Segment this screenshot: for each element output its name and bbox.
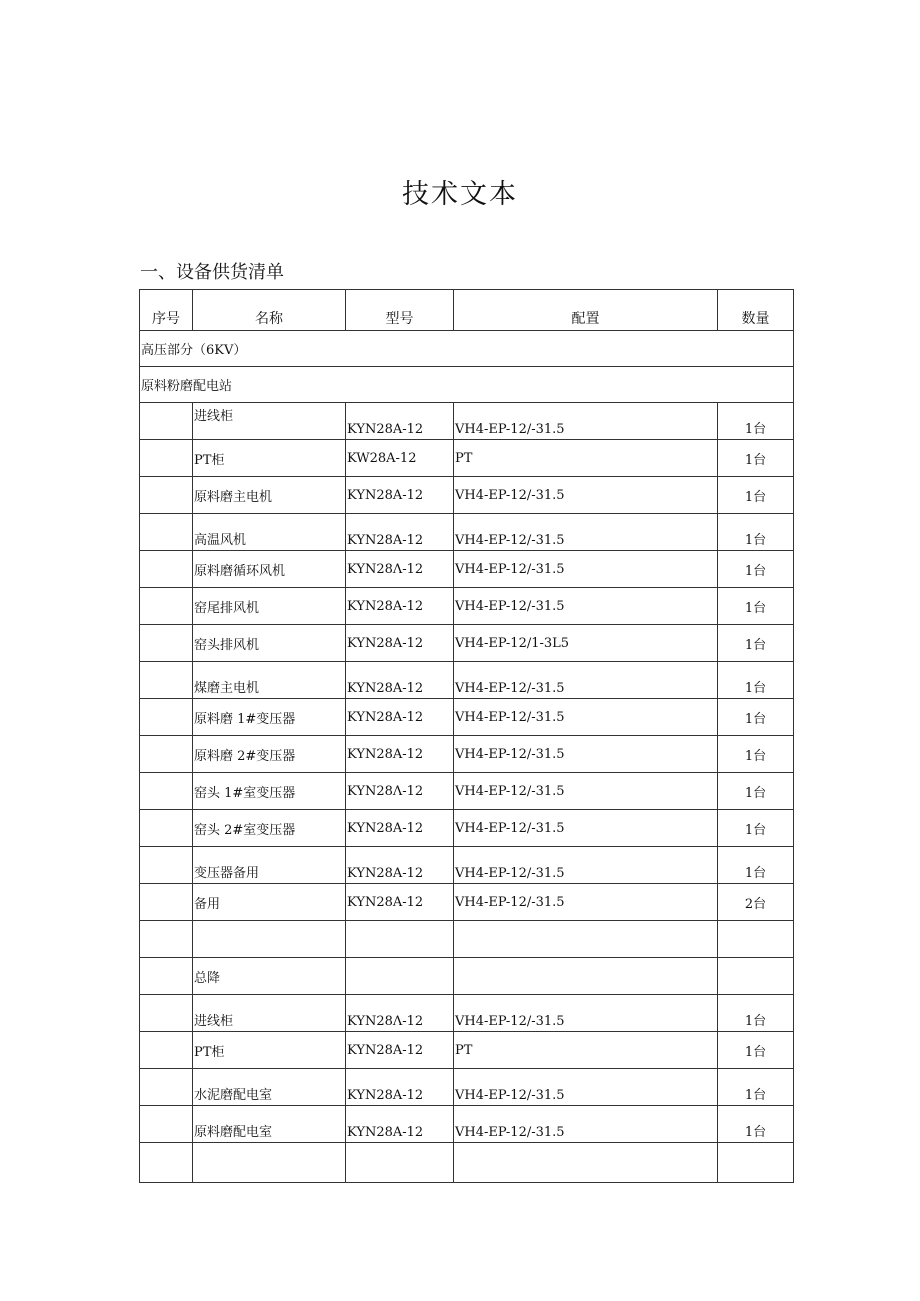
header-config: 配置	[454, 290, 718, 331]
index-cell	[140, 1106, 193, 1143]
config-cell: VH4-EP-12/-31.5	[454, 403, 718, 440]
quantity-cell: 1台	[718, 810, 794, 847]
model-cell	[346, 958, 454, 995]
index-cell	[140, 884, 193, 921]
config-cell: VH4-EP-12/-31.5	[454, 477, 718, 514]
table-row	[140, 810, 794, 847]
quantity-cell	[718, 1143, 794, 1183]
group-label-station: 原料粉磨配电站	[140, 367, 794, 403]
model-cell: KYN28A-12	[346, 884, 454, 921]
index-cell	[140, 477, 193, 514]
quantity-cell: 1台	[718, 440, 794, 477]
index-cell	[140, 847, 193, 884]
name-cell	[193, 1143, 346, 1183]
index-cell	[140, 921, 193, 958]
model-cell	[346, 921, 454, 958]
table-row	[140, 1069, 794, 1106]
index-cell	[140, 995, 193, 1032]
table-header-row	[140, 290, 794, 331]
table-row	[140, 403, 794, 440]
model-cell: KW28A-12	[346, 440, 454, 477]
table-row	[140, 551, 794, 588]
name-cell: 原料磨循环风机	[193, 551, 346, 588]
config-cell: VH4-EP-12/-31.5	[454, 847, 718, 884]
index-cell	[140, 514, 193, 551]
model-cell	[346, 1143, 454, 1183]
config-cell: VH4-EP-12/1-3L5	[454, 625, 718, 662]
section-heading: 一、设备供货清单	[140, 262, 284, 283]
name-cell: 进线柜	[193, 995, 346, 1032]
model-cell: KYN28A-12	[346, 847, 454, 884]
quantity-cell: 1台	[718, 995, 794, 1032]
model-cell: KYN28A-12	[346, 477, 454, 514]
config-cell: VH4-EP-12/-31.5	[454, 662, 718, 699]
config-cell	[454, 1143, 718, 1183]
index-cell	[140, 662, 193, 699]
table-row	[140, 588, 794, 625]
table-row	[140, 1143, 794, 1183]
config-cell: PT	[454, 1032, 718, 1069]
name-cell: 窑头 2#室变压器	[193, 810, 346, 847]
config-cell: VH4-EP-12/-31.5	[454, 551, 718, 588]
config-cell: VH4-EP-12/-31.5	[454, 773, 718, 810]
index-cell	[140, 1143, 193, 1183]
index-cell	[140, 551, 193, 588]
name-cell: 窑尾排风机	[193, 588, 346, 625]
quantity-cell: 1台	[718, 736, 794, 773]
name-cell: 高温风机	[193, 514, 346, 551]
index-cell	[140, 699, 193, 736]
model-cell: KYN28Λ-12	[346, 551, 454, 588]
model-cell: KYN28Λ-12	[346, 773, 454, 810]
table-row	[140, 662, 794, 699]
quantity-cell: 1台	[718, 477, 794, 514]
header-name: 名称	[193, 290, 346, 331]
equipment-table	[139, 289, 794, 1183]
index-cell	[140, 625, 193, 662]
model-cell: KYN28A-12	[346, 810, 454, 847]
table-row	[140, 477, 794, 514]
name-cell: PT柜	[193, 440, 346, 477]
model-cell: KYN28A-12	[346, 588, 454, 625]
quantity-cell	[718, 958, 794, 995]
config-cell: VH4-EP-12/-31.5	[454, 1069, 718, 1106]
quantity-cell	[718, 921, 794, 958]
quantity-cell: 1台	[718, 403, 794, 440]
quantity-cell: 1台	[718, 1106, 794, 1143]
table-row	[140, 1032, 794, 1069]
table-row	[140, 1106, 794, 1143]
model-cell: KYN28A-12	[346, 1069, 454, 1106]
table-row	[140, 440, 794, 477]
quantity-cell: 1台	[718, 1032, 794, 1069]
name-cell: 备用	[193, 884, 346, 921]
group-row	[140, 367, 794, 403]
quantity-cell: 1台	[718, 588, 794, 625]
table-row	[140, 625, 794, 662]
config-cell: PT	[454, 440, 718, 477]
index-cell	[140, 440, 193, 477]
config-cell: VH4-EP-12/-31.5	[454, 995, 718, 1032]
header-model: 型号	[346, 290, 454, 331]
table-row	[140, 884, 794, 921]
quantity-cell: 1台	[718, 551, 794, 588]
table-row	[140, 995, 794, 1032]
name-cell: PT柜	[193, 1032, 346, 1069]
header-quantity: 数量	[718, 290, 794, 331]
name-cell: 原料磨主电机	[193, 477, 346, 514]
config-cell: VH4-EP-12/-31.5	[454, 514, 718, 551]
model-cell: KYN28A-12	[346, 1032, 454, 1069]
index-cell	[140, 403, 193, 440]
quantity-cell: 2台	[718, 884, 794, 921]
model-cell: KYN28A-12	[346, 736, 454, 773]
name-cell: 变压器备用	[193, 847, 346, 884]
name-cell: 总降	[193, 958, 346, 995]
config-cell: VH4-EP-12/-31.5	[454, 1106, 718, 1143]
quantity-cell: 1台	[718, 1069, 794, 1106]
quantity-cell: 1台	[718, 699, 794, 736]
config-cell: VH4-EP-12/-31.5	[454, 810, 718, 847]
name-cell: 原料磨 1#变压器	[193, 699, 346, 736]
index-cell	[140, 736, 193, 773]
table-row	[140, 514, 794, 551]
header-index: 序号	[140, 290, 193, 331]
config-cell: VH4-EP-12/-31.5	[454, 699, 718, 736]
quantity-cell: 1台	[718, 625, 794, 662]
config-cell	[454, 921, 718, 958]
document-title: 技术文本	[402, 179, 518, 210]
model-cell: KYN28A-12	[346, 662, 454, 699]
index-cell	[140, 958, 193, 995]
index-cell	[140, 1032, 193, 1069]
name-cell: 原料磨配电室	[193, 1106, 346, 1143]
quantity-cell: 1台	[718, 514, 794, 551]
index-cell	[140, 810, 193, 847]
config-cell: VH4-EP-12/-31.5	[454, 884, 718, 921]
model-cell: KYN28A-12	[346, 699, 454, 736]
quantity-cell: 1台	[718, 773, 794, 810]
table-row	[140, 958, 794, 995]
name-cell: 窑头 1#室变压器	[193, 773, 346, 810]
group-row	[140, 331, 794, 367]
model-cell: KYN28A-12	[346, 403, 454, 440]
name-cell: 水泥磨配电室	[193, 1069, 346, 1106]
config-cell: VH4-EP-12/-31.5	[454, 588, 718, 625]
table-row	[140, 736, 794, 773]
quantity-cell: 1台	[718, 662, 794, 699]
table-row	[140, 699, 794, 736]
name-cell: 煤磨主电机	[193, 662, 346, 699]
name-cell: 原料磨 2#变压器	[193, 736, 346, 773]
table-row	[140, 773, 794, 810]
index-cell	[140, 773, 193, 810]
model-cell: KYN28Λ-12	[346, 995, 454, 1032]
config-cell: VH4-EP-12/-31.5	[454, 736, 718, 773]
quantity-cell: 1台	[718, 847, 794, 884]
config-cell	[454, 958, 718, 995]
name-cell: 进线柜	[193, 403, 346, 440]
model-cell: KYN28A-12	[346, 514, 454, 551]
model-cell: KYN28A-12	[346, 625, 454, 662]
index-cell	[140, 588, 193, 625]
name-cell	[193, 921, 346, 958]
model-cell: KYN28A-12	[346, 1106, 454, 1143]
table-row	[140, 847, 794, 884]
table-row	[140, 921, 794, 958]
index-cell	[140, 1069, 193, 1106]
name-cell: 窑头排风机	[193, 625, 346, 662]
group-label-high-voltage: 高压部分（6KV）	[140, 331, 794, 367]
